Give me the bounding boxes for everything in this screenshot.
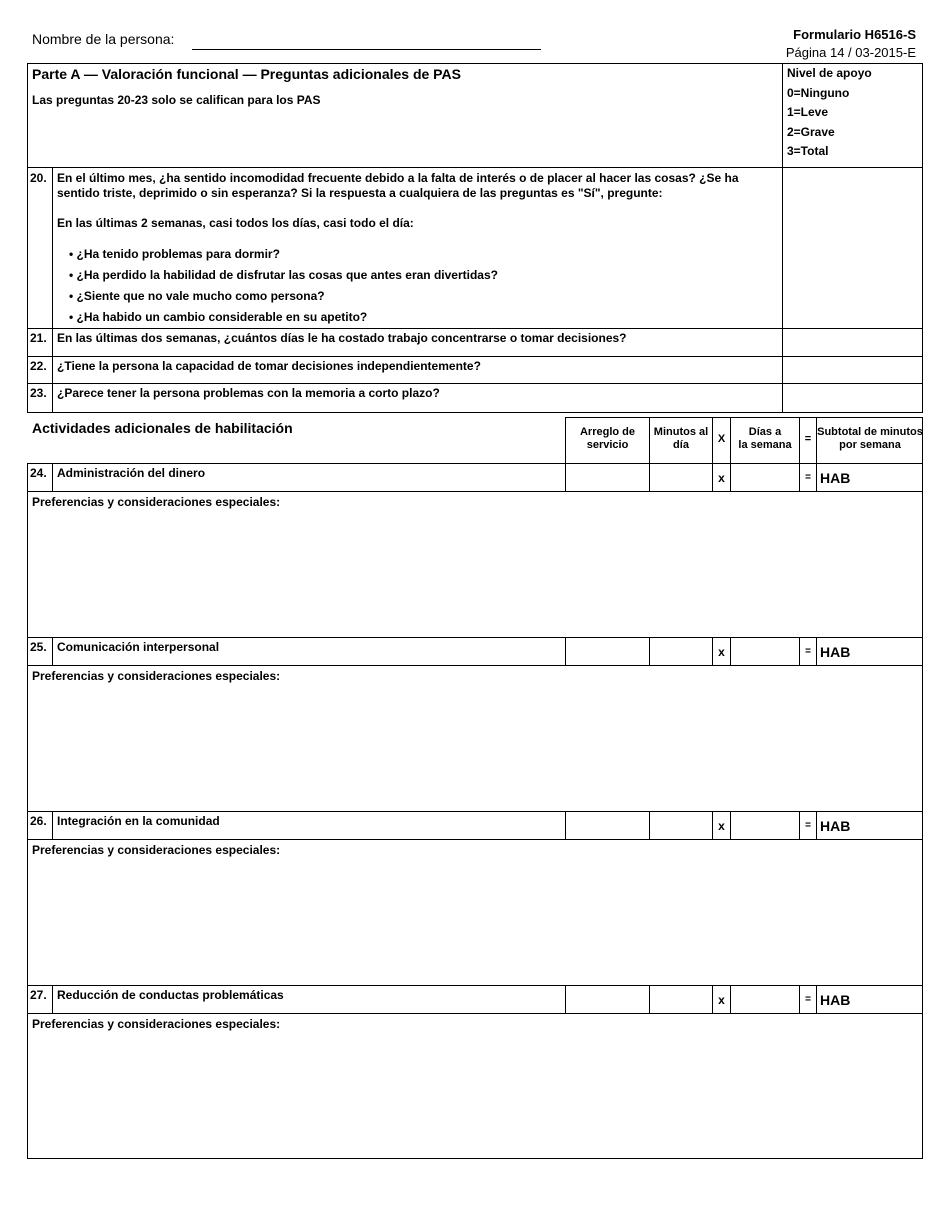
part-a-subtitle: Las preguntas 20-23 solo se califican para los PAS — [32, 93, 321, 107]
activity-name: Integración en la comunidad — [57, 814, 220, 828]
col-header-days: Días a la semana — [738, 426, 792, 451]
col-header-times: X — [717, 433, 726, 445]
habilitation-title: Actividades adicionales de habilitación — [32, 420, 293, 436]
row-number: 26. — [30, 814, 47, 828]
times-sign: x — [712, 463, 731, 492]
q20-text-line2: sentido triste, deprimido o sin esperanza? Si la respuesta a cualquiera de las preguntas es "Sí", pregunte: — [57, 186, 663, 200]
arrangement-field[interactable] — [565, 637, 650, 666]
preferences-label: Preferencias y consideraciones especiales: — [32, 669, 281, 683]
activity-name: Reducción de conductas problemáticas — [57, 988, 284, 1002]
minutes-field[interactable] — [649, 985, 713, 1014]
equals-sign: = — [799, 985, 817, 1014]
arrangement-field[interactable] — [565, 463, 650, 492]
row-number: 27. — [30, 988, 47, 1002]
q21-score-field[interactable] — [783, 329, 922, 356]
days-field[interactable] — [730, 637, 800, 666]
minutes-field[interactable] — [649, 463, 713, 492]
subtotal-hab-field[interactable]: HAB — [816, 637, 923, 666]
preferences-label: Preferencias y consideraciones especiales: — [32, 1017, 281, 1031]
support-level-1: 1=Leve — [787, 105, 829, 119]
subtotal-hab-field[interactable]: HAB — [816, 811, 923, 840]
days-field[interactable] — [730, 811, 800, 840]
q20-bullet: • ¿Ha tenido problemas para dormir? — [69, 247, 280, 261]
q20-score-field[interactable] — [783, 168, 922, 328]
days-field[interactable] — [730, 463, 800, 492]
part-a-title: Parte A — Valoración funcional — Preguntas adicionales de PAS — [32, 66, 461, 82]
q21-text: En las últimas dos semanas, ¿cuántos días le ha costado trabajo concentrarse o tomar decisiones? — [57, 331, 627, 345]
row-number: 25. — [30, 640, 47, 654]
row-number: 24. — [30, 466, 47, 480]
support-level-0: 0=Ninguno — [787, 86, 850, 100]
q22-text: ¿Tiene la persona la capacidad de tomar decisiones independientemente? — [57, 359, 481, 373]
q22-number: 22. — [30, 359, 47, 373]
col-header-arrangement: Arreglo de servicio — [579, 426, 635, 451]
minutes-field[interactable] — [649, 811, 713, 840]
q20-bullet: • ¿Ha habido un cambio considerable en su apetito? — [69, 310, 368, 324]
subtotal-hab-field[interactable]: HAB — [816, 463, 923, 492]
support-level-heading: Nivel de apoyo — [787, 66, 872, 80]
q22-score-field[interactable] — [783, 357, 922, 383]
minutes-field[interactable] — [649, 637, 713, 666]
page-info: Página 14 / 03-2015-E — [785, 45, 916, 60]
activity-name: Administración del dinero — [57, 466, 206, 480]
q20-intro: En las últimas 2 semanas, casi todos los días, casi todo el día: — [57, 216, 414, 230]
equals-sign: = — [799, 637, 817, 666]
times-sign: x — [712, 811, 731, 840]
q23-text: ¿Parece tener la persona problemas con la memoria a corto plazo? — [57, 386, 440, 400]
preferences-label: Preferencias y consideraciones especiales: — [32, 495, 281, 509]
preferences-label: Preferencias y consideraciones especiales: — [32, 843, 281, 857]
times-sign: x — [712, 985, 731, 1014]
q20-bullet: • ¿Siente que no vale mucho como persona? — [69, 289, 325, 303]
arrangement-field[interactable] — [565, 985, 650, 1014]
q20-bullet: • ¿Ha perdido la habilidad de disfrutar las cosas que antes eran divertidas? — [69, 268, 498, 282]
person-name-label: Nombre de la persona: — [32, 31, 175, 47]
support-level-3: 3=Total — [787, 144, 829, 158]
preferences-box[interactable] — [27, 1013, 923, 1159]
equals-sign: = — [799, 811, 817, 840]
support-level-2: 2=Grave — [787, 125, 835, 139]
q23-score-field[interactable] — [783, 384, 922, 412]
days-field[interactable] — [730, 985, 800, 1014]
q20-number: 20. — [30, 171, 47, 185]
arrangement-field[interactable] — [565, 811, 650, 840]
preferences-box[interactable] — [27, 491, 923, 638]
q21-number: 21. — [30, 331, 47, 345]
equals-sign: = — [799, 463, 817, 492]
q23-number: 23. — [30, 386, 47, 400]
col-header-minutes: Minutos al día — [653, 426, 709, 451]
times-sign: x — [712, 637, 731, 666]
col-header-subtotal: Subtotal de minutos por semana — [817, 426, 923, 451]
q20-text-line1: En el último mes, ¿ha sentido incomodidad frecuente debido a la falta de interés o de placer al hacer las cosas? ¿Se ha — [57, 171, 739, 185]
form-id: Formulario H6516-S — [793, 27, 916, 42]
preferences-box[interactable] — [27, 839, 923, 986]
preferences-box[interactable] — [27, 665, 923, 812]
col-header-equals: = — [804, 433, 812, 445]
person-name-field[interactable] — [192, 49, 541, 50]
activity-name: Comunicación interpersonal — [57, 640, 220, 654]
subtotal-hab-field[interactable]: HAB — [816, 985, 923, 1014]
